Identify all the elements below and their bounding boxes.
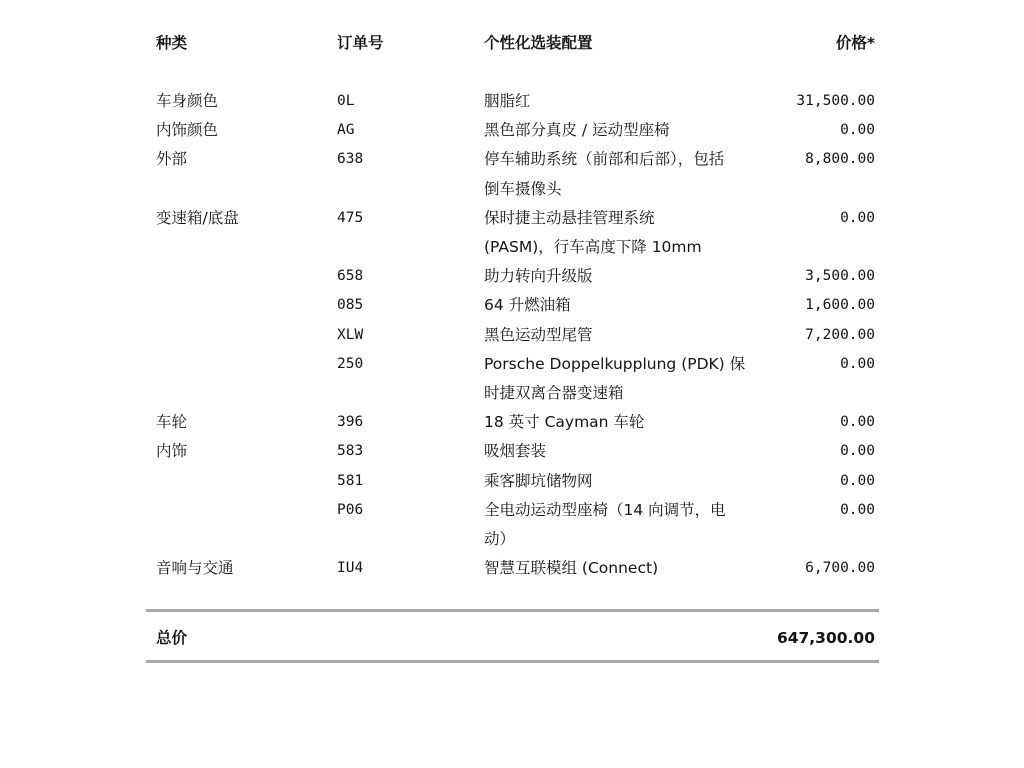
- row-option: [484, 350, 764, 408]
- row-order-code: XLW: [337, 326, 364, 343]
- price-list-document: [146, 0, 879, 768]
- table-row: [146, 554, 879, 583]
- row-price: 0.00: [840, 355, 875, 372]
- header-code: 订单号: [337, 34, 384, 52]
- row-order-code: 250: [337, 355, 364, 372]
- row-price: 0.00: [840, 472, 875, 489]
- row-option-line: 停车辅助系统（前部和后部），包括: [484, 150, 725, 169]
- row-category: 内饰: [156, 442, 188, 461]
- row-order-code: 583: [337, 443, 364, 460]
- table-row: [146, 291, 879, 320]
- header-price: 价格*: [835, 34, 875, 52]
- row-order-code: 0L: [337, 93, 355, 109]
- row-option-line: 动）: [484, 530, 516, 548]
- row-option-line: (PASM)，行车高度下降 10mm: [484, 238, 702, 256]
- row-price: 0.00: [840, 414, 875, 431]
- row-price: 0.00: [840, 122, 875, 139]
- total-value: 647,300.00: [776, 629, 875, 647]
- row-order-code: 658: [337, 268, 364, 285]
- row-order-code: 581: [337, 472, 364, 489]
- total-bottom-rule: [146, 660, 879, 663]
- total-label: 总价: [156, 629, 188, 647]
- row-option-line: Porsche Doppelkupplung (PDK) 保: [484, 354, 746, 373]
- table-row: [146, 116, 879, 145]
- row-option-line: 保时捷主动悬挂管理系统: [484, 208, 655, 227]
- table-row: [146, 496, 879, 554]
- table-row: [146, 437, 879, 466]
- row-category: 内饰颜色: [156, 121, 219, 140]
- row-price: 31,500.00: [796, 93, 875, 109]
- table-row: [146, 408, 879, 437]
- row-price: 1,600.00: [805, 297, 875, 314]
- total-top-rule: [146, 609, 879, 612]
- row-option: 18 英寸 Cayman 车轮: [484, 413, 645, 432]
- header-option: 个性化选装配置: [484, 34, 593, 52]
- row-category: 车轮: [156, 413, 188, 432]
- table-row: [146, 145, 879, 203]
- header-category: 种类: [156, 34, 188, 52]
- table-row: [146, 87, 879, 116]
- row-order-code: IU4: [337, 560, 364, 577]
- row-price: 8,800.00: [805, 151, 875, 168]
- row-option: 64 升燃油箱: [484, 296, 571, 315]
- row-option-line: 时捷双离合器变速箱: [484, 384, 624, 402]
- row-option: [484, 496, 764, 554]
- row-price: 6,700.00: [805, 560, 875, 577]
- row-category: 音响与交通: [156, 559, 234, 578]
- row-option: 胭脂红: [484, 92, 531, 110]
- row-category: 车身颜色: [156, 92, 219, 110]
- row-option: 助力转向升级版: [484, 267, 593, 286]
- table-row: [146, 467, 879, 496]
- row-price: 0.00: [840, 443, 875, 460]
- row-order-code: 085: [337, 297, 364, 314]
- row-option: [484, 145, 764, 203]
- row-price: 0.00: [840, 501, 875, 518]
- row-option-line: 全电动运动型座椅（14 向调节，电: [484, 500, 726, 519]
- table-row: [146, 350, 879, 408]
- table-row: [146, 321, 879, 350]
- row-option: 黑色运动型尾管: [484, 325, 593, 344]
- row-order-code: 396: [337, 414, 364, 431]
- row-category: 外部: [156, 150, 188, 169]
- row-option: 吸烟套装: [484, 442, 547, 461]
- row-option: 黑色部分真皮 / 运动型座椅: [484, 121, 670, 140]
- table-row: [146, 204, 879, 262]
- row-price: 0.00: [840, 209, 875, 226]
- row-price: 7,200.00: [805, 326, 875, 343]
- row-order-code: 638: [337, 151, 364, 168]
- row-option-line: 倒车摄像头: [484, 179, 562, 198]
- row-order-code: AG: [337, 122, 355, 139]
- row-order-code: 475: [337, 209, 364, 226]
- row-order-code: P06: [337, 501, 364, 518]
- row-price: 3,500.00: [805, 268, 875, 285]
- row-category: 变速箱/底盘: [156, 208, 239, 227]
- row-option: [484, 204, 764, 262]
- row-option: 乘客脚坑储物网: [484, 471, 593, 490]
- table-row: [146, 262, 879, 291]
- row-option: 智慧互联模组 (Connect): [484, 559, 659, 578]
